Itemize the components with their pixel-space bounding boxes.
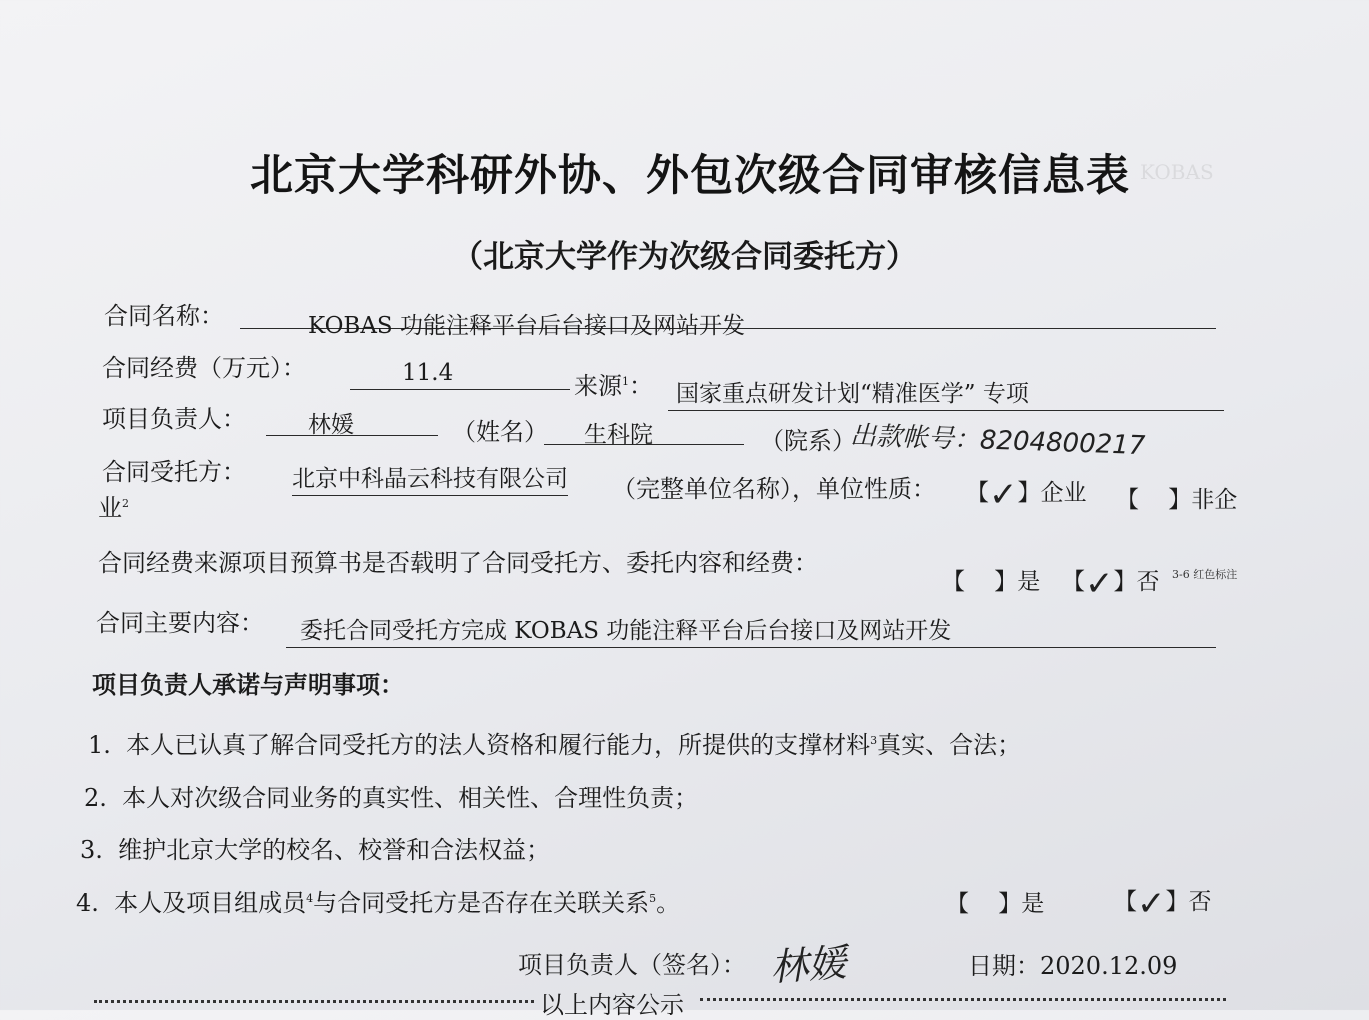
date-value: 2020.12.09 bbox=[1040, 952, 1178, 980]
relation-yes-label: 是 bbox=[1021, 891, 1045, 917]
budget-yes-label: 是 bbox=[1017, 569, 1041, 595]
pi-dept: 生科院 bbox=[584, 422, 653, 448]
pi-label: 项目负责人： bbox=[102, 405, 246, 433]
item-text: 本人对次级合同业务的真实性、相关性、合理性负责； bbox=[122, 784, 699, 812]
item-number: 1. bbox=[88, 731, 111, 759]
item-text: 本人已认真了解合同受托方的法人资格和履行能力，所提供的支撑材料 bbox=[126, 731, 871, 759]
commitments-heading: 项目负责人承诺与声明事项： bbox=[92, 670, 404, 699]
funding-amount: 11.4 bbox=[402, 360, 454, 386]
page-subtitle: （北京大学作为次级合同委托方） bbox=[452, 239, 917, 275]
footnote-4: 4 bbox=[306, 892, 314, 905]
content-value: 委托合同受托方完成 KOBAS 功能注释平台后台接口及网站开发 bbox=[300, 618, 952, 644]
source-label-text: 来源 bbox=[574, 372, 622, 400]
budget-no-checkbox: 【✓】否 bbox=[1062, 564, 1160, 604]
nonenterprise-option-label: 非企 bbox=[1191, 487, 1238, 513]
pi-name-caption: （姓名） bbox=[452, 418, 548, 446]
relation-yes-checkbox: 【 】是 bbox=[946, 891, 1045, 917]
item-text: 维护北京大学的校名、校誉和合法权益； bbox=[118, 836, 551, 864]
commitment-item-3 bbox=[80, 830, 550, 865]
entrustee-name-note: （完整单位名称），单位性质： bbox=[612, 475, 936, 503]
commitment-item-2 bbox=[84, 778, 698, 813]
red-mark-note: 3-6 红色标注 bbox=[1172, 568, 1238, 581]
checkmark-icon: ✓ bbox=[989, 475, 1018, 515]
entrustee-name: 北京中科晶云科技有限公司 bbox=[292, 460, 568, 496]
enterprise-checkbox: 【✓】企业 bbox=[966, 475, 1087, 515]
dotted-divider-right bbox=[700, 998, 1226, 1001]
commitment-item-1 bbox=[88, 725, 1021, 760]
item-number: 2. bbox=[84, 784, 107, 812]
checkmark-icon: ✓ bbox=[1137, 884, 1166, 924]
checkmark-icon: ✓ bbox=[1085, 564, 1114, 604]
item-text-tail: 真实、合法； bbox=[877, 731, 1022, 759]
entrustee-label: 合同受托方： bbox=[102, 458, 246, 486]
relation-no-checkbox: 【✓】否 bbox=[1114, 884, 1212, 924]
signature-label: 项目负责人（签名）： bbox=[518, 951, 746, 979]
budget-question-text: 合同经费来源项目预算书是否载明了合同受托方、委托内容和经费： bbox=[98, 549, 818, 577]
content-label: 合同主要内容： bbox=[96, 609, 264, 637]
handwritten-signature: 林媛 bbox=[768, 940, 848, 990]
wrap-text: 业 bbox=[98, 494, 122, 522]
funding-source-underline bbox=[668, 410, 1224, 411]
footnote-2: 2 bbox=[122, 497, 129, 510]
date-row bbox=[968, 946, 1177, 981]
nonenterprise-checkbox: 【 】非企 bbox=[1116, 487, 1238, 513]
pi-name: 林媛 bbox=[308, 412, 354, 438]
item-number: 3. bbox=[80, 836, 103, 864]
item-text-tail: 。 bbox=[656, 889, 681, 917]
footnote-5: 5 bbox=[649, 892, 657, 905]
contract-name-value: KOBAS 功能注释平台后台接口及网站开发 bbox=[308, 313, 745, 339]
footnote-3: 3 bbox=[870, 734, 878, 747]
entrustee-wrap-line bbox=[98, 488, 129, 523]
relation-no-label: 否 bbox=[1188, 889, 1212, 915]
page-title: 北京大学科研外协、外包次级合同审核信息表 bbox=[250, 151, 1130, 201]
funding-underline bbox=[350, 389, 570, 390]
contract-name-label: 合同名称： bbox=[104, 302, 224, 330]
handwritten-account-note: 出款帐号：8204800217 bbox=[849, 420, 1146, 462]
budget-no-label: 否 bbox=[1136, 569, 1160, 595]
item-text: 本人及项目组成员 bbox=[114, 889, 307, 917]
item-number: 4. bbox=[76, 889, 99, 917]
pi-dept-caption: （院系） bbox=[760, 427, 856, 455]
commitment-item-4 bbox=[76, 883, 680, 918]
funding-source-value: 国家重点研发计划“精准医学” 专项 bbox=[676, 381, 1029, 407]
content-underline bbox=[286, 647, 1216, 648]
funding-label: 合同经费（万元）： bbox=[102, 354, 306, 382]
budget-yes-checkbox: 【 】是 bbox=[942, 569, 1041, 595]
bleed-through-text: KOBAS bbox=[1140, 160, 1214, 184]
enterprise-option-label: 企业 bbox=[1040, 480, 1087, 506]
footnote-1: 1 bbox=[622, 375, 629, 388]
date-label: 日期： bbox=[968, 952, 1040, 980]
source-colon: ： bbox=[629, 372, 653, 400]
funding-source-label bbox=[574, 366, 653, 401]
dotted-divider-left bbox=[94, 1000, 534, 1003]
footer-notice: 以上内容公示 bbox=[540, 991, 684, 1019]
item-text-mid: 与合同受托方是否存在关联关系 bbox=[313, 889, 650, 917]
